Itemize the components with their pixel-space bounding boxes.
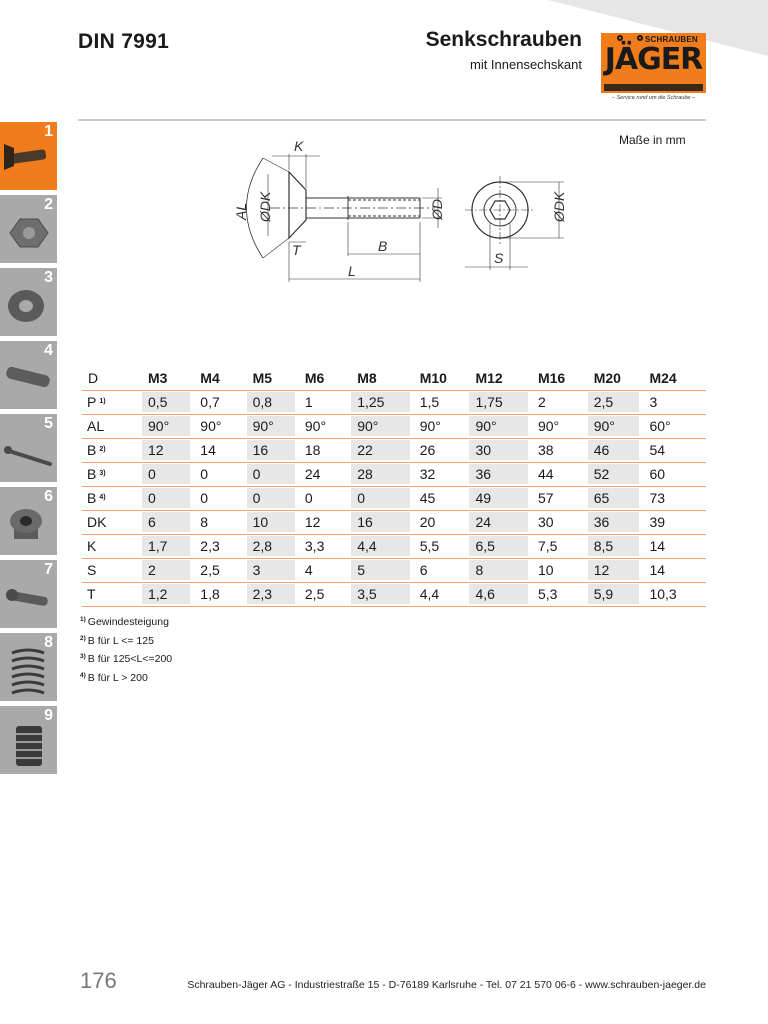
footnote-text: B für L <= 125 bbox=[87, 634, 154, 647]
cell-value: 2,3 bbox=[200, 538, 220, 554]
cell-value: 2,5 bbox=[304, 586, 325, 602]
table-cell bbox=[142, 390, 194, 414]
page-title: Senkschrauben bbox=[425, 28, 582, 51]
footnote bbox=[80, 668, 172, 687]
cell-value: 4,6 bbox=[469, 584, 528, 604]
table-cell bbox=[351, 390, 414, 414]
cell-value: 0 bbox=[351, 488, 410, 508]
row-label-cell bbox=[82, 582, 142, 606]
cell-value: 10,3 bbox=[649, 586, 677, 602]
page-number: 176 bbox=[80, 968, 117, 993]
tab-3[interactable] bbox=[0, 268, 57, 336]
table-cell bbox=[247, 414, 299, 438]
tab-8[interactable] bbox=[0, 633, 57, 701]
column-header: M5 bbox=[252, 369, 273, 386]
cell-value: 5 bbox=[351, 560, 410, 580]
cell-value: 90° bbox=[247, 416, 295, 436]
tab-number: 4 bbox=[44, 342, 53, 359]
cell-value: 4,4 bbox=[351, 536, 410, 556]
footnote-mark: 4) bbox=[80, 671, 86, 679]
column-header: M6 bbox=[304, 369, 325, 386]
units-note: Maße in mm bbox=[619, 133, 686, 147]
cell-value: 1,7 bbox=[142, 536, 190, 556]
table-row bbox=[82, 582, 706, 606]
cell-value: 44 bbox=[537, 466, 554, 482]
label-dk: ØDK bbox=[257, 191, 273, 222]
table-cell bbox=[299, 438, 351, 462]
cell-value: 2,3 bbox=[247, 584, 295, 604]
row-label-cell bbox=[82, 534, 142, 558]
row-label-cell bbox=[82, 438, 142, 462]
cell-value: 22 bbox=[351, 440, 410, 460]
cell-value: 12 bbox=[142, 440, 190, 460]
table-header-row bbox=[82, 366, 706, 390]
row-label-cell bbox=[82, 390, 142, 414]
table-cell bbox=[299, 462, 351, 486]
cell-value: 52 bbox=[588, 464, 640, 484]
brand-logo bbox=[601, 33, 706, 93]
tab-7[interactable] bbox=[0, 560, 57, 628]
cell-value: 90° bbox=[537, 418, 560, 434]
cell-value: 4,4 bbox=[419, 586, 440, 602]
cell-value: 5,9 bbox=[588, 584, 640, 604]
cell-value: 5,3 bbox=[537, 586, 558, 602]
footnote bbox=[80, 649, 172, 668]
cell-value: 6 bbox=[142, 512, 190, 532]
cell-value: 1,2 bbox=[142, 584, 190, 604]
tab-number: 2 bbox=[44, 196, 53, 213]
tab-2[interactable] bbox=[0, 195, 57, 263]
table-row bbox=[82, 510, 706, 534]
column-header: M8 bbox=[357, 369, 377, 386]
table-cell bbox=[247, 510, 299, 534]
table-cell bbox=[469, 558, 532, 582]
cell-value: 90° bbox=[304, 418, 327, 434]
column-header: M12 bbox=[475, 369, 503, 386]
row-label: B bbox=[87, 442, 97, 458]
cell-value: 8 bbox=[200, 514, 209, 530]
table-cell bbox=[414, 582, 470, 606]
table-cell bbox=[414, 390, 470, 414]
table-cell bbox=[299, 534, 351, 558]
cell-value: 90° bbox=[469, 416, 528, 436]
cell-value: 30 bbox=[469, 440, 528, 460]
table-cell bbox=[588, 582, 644, 606]
cell-value: 3 bbox=[247, 560, 295, 580]
cell-value: 14 bbox=[649, 538, 666, 554]
standard-number: DIN 7991 bbox=[78, 30, 170, 53]
table-cell bbox=[588, 558, 644, 582]
table-row bbox=[82, 534, 706, 558]
footnotes bbox=[80, 612, 172, 686]
cell-value: 3,3 bbox=[304, 538, 325, 554]
cell-value: 7,5 bbox=[537, 538, 558, 554]
cell-value: 6,5 bbox=[469, 536, 528, 556]
table-row bbox=[82, 486, 706, 510]
column-header: M16 bbox=[537, 369, 566, 386]
cell-value: 6 bbox=[419, 562, 428, 578]
footnote-mark: 1) bbox=[80, 616, 86, 623]
table-cell bbox=[194, 486, 246, 510]
tab-number: 8 bbox=[44, 634, 53, 651]
footer-address: Schrauben-Jäger AG - Industriestraße 15 - D-76189 Karlsruhe - Tel. 07 21 570 06-6 - www.schrauben-jaeger.de bbox=[187, 979, 706, 991]
table-cell bbox=[643, 486, 706, 510]
tab-number: 5 bbox=[44, 415, 53, 432]
table-cell bbox=[194, 462, 246, 486]
row-label: B bbox=[87, 490, 97, 506]
table-cell bbox=[299, 582, 351, 606]
table-cell bbox=[643, 390, 706, 414]
table-cell bbox=[142, 438, 194, 462]
table-cell bbox=[142, 414, 194, 438]
cell-value: 12 bbox=[588, 560, 640, 580]
table-cell bbox=[469, 462, 532, 486]
table-cell bbox=[142, 582, 194, 606]
column-header: M4 bbox=[200, 369, 220, 386]
table-cell bbox=[142, 462, 194, 486]
table-cell bbox=[194, 558, 246, 582]
table-row bbox=[82, 414, 706, 438]
cell-value: 26 bbox=[419, 442, 436, 458]
footnote-text: Gewindesteigung bbox=[87, 616, 169, 628]
cell-value: 16 bbox=[351, 512, 410, 532]
cell-value: 2 bbox=[142, 560, 190, 580]
table-cell bbox=[532, 390, 588, 414]
table-body bbox=[82, 390, 706, 606]
cell-value: 36 bbox=[469, 464, 528, 484]
table-row bbox=[82, 438, 706, 462]
header-divider bbox=[78, 119, 706, 121]
cell-value: 0 bbox=[142, 464, 190, 484]
tab-1[interactable] bbox=[0, 122, 57, 190]
table-cell bbox=[469, 486, 532, 510]
label-dk-end: ØDK bbox=[551, 191, 567, 222]
technical-drawing bbox=[210, 130, 590, 290]
cell-value: 32 bbox=[419, 466, 436, 482]
table-cell bbox=[643, 438, 706, 462]
cell-value: 8,5 bbox=[588, 536, 640, 556]
row-label-cell bbox=[82, 486, 142, 510]
table-cell bbox=[588, 486, 644, 510]
table-cell bbox=[351, 438, 414, 462]
table-cell bbox=[351, 534, 414, 558]
table-cell bbox=[351, 582, 414, 606]
table-cell bbox=[194, 534, 246, 558]
table-cell bbox=[643, 582, 706, 606]
table-cell bbox=[532, 414, 588, 438]
table-cell bbox=[643, 462, 706, 486]
table-cell bbox=[643, 510, 706, 534]
table-cell bbox=[247, 438, 299, 462]
table-cell bbox=[532, 486, 588, 510]
cell-value: 36 bbox=[588, 512, 640, 532]
table-cell bbox=[194, 582, 246, 606]
cell-value: 8 bbox=[469, 560, 528, 580]
cell-value: 0 bbox=[304, 490, 313, 506]
table-cell bbox=[643, 414, 706, 438]
row-label-cell bbox=[82, 510, 142, 534]
spec-table bbox=[82, 366, 706, 607]
cell-value: 1,25 bbox=[351, 392, 410, 412]
table-cell bbox=[142, 486, 194, 510]
footnote-text: B für L > 200 bbox=[87, 671, 148, 684]
table-cell bbox=[247, 486, 299, 510]
cell-value: 57 bbox=[537, 490, 554, 506]
cell-value: 2,8 bbox=[247, 536, 295, 556]
cell-value: 18 bbox=[304, 442, 321, 458]
table-cell bbox=[299, 510, 351, 534]
cell-value: 1,75 bbox=[469, 392, 528, 412]
logo-top-text: SCHRAUBEN bbox=[645, 35, 698, 44]
table-cell bbox=[588, 414, 644, 438]
cell-value: 16 bbox=[247, 440, 295, 460]
cell-value: 0 bbox=[142, 488, 190, 508]
table-cell bbox=[299, 558, 351, 582]
label-d: ØD bbox=[429, 199, 445, 220]
row-note: 4) bbox=[99, 494, 106, 501]
table-cell bbox=[194, 414, 246, 438]
table-cell bbox=[414, 534, 470, 558]
column-header: M20 bbox=[593, 369, 621, 386]
table-cell bbox=[469, 534, 532, 558]
label-al: AL bbox=[233, 202, 249, 220]
cell-value: 60 bbox=[649, 466, 666, 482]
row-label-cell bbox=[82, 558, 142, 582]
table-cell bbox=[351, 414, 414, 438]
table-cell bbox=[414, 486, 470, 510]
column-header: M10 bbox=[419, 369, 447, 386]
footnote-mark: 2) bbox=[80, 634, 86, 642]
table-cell bbox=[532, 462, 588, 486]
table-cell bbox=[414, 414, 470, 438]
table-cell bbox=[588, 534, 644, 558]
row-label-cell bbox=[82, 414, 142, 438]
table-cell bbox=[588, 510, 644, 534]
cell-value: 1 bbox=[304, 394, 313, 410]
table-cell bbox=[532, 558, 588, 582]
cell-value: 3 bbox=[649, 394, 658, 410]
table-cell bbox=[414, 510, 470, 534]
column-header: M24 bbox=[649, 369, 677, 386]
cell-value: 10 bbox=[537, 562, 554, 578]
cell-value: 60° bbox=[649, 418, 671, 434]
table-cell bbox=[469, 438, 532, 462]
row-label: DK bbox=[87, 514, 107, 530]
row-label: T bbox=[87, 586, 96, 602]
tab-6[interactable] bbox=[0, 487, 57, 555]
cell-value: 46 bbox=[588, 440, 640, 460]
table-cell bbox=[532, 534, 588, 558]
cell-value: 4 bbox=[304, 562, 313, 578]
tab-5[interactable] bbox=[0, 414, 57, 482]
cell-value: 2 bbox=[537, 394, 546, 410]
row-label-cell bbox=[82, 462, 142, 486]
cell-value: 1,8 bbox=[200, 586, 220, 602]
cell-value: 3,5 bbox=[351, 584, 410, 604]
table-cell bbox=[469, 390, 532, 414]
footnote-mark: 3) bbox=[80, 653, 86, 660]
row-header: D bbox=[88, 369, 99, 386]
table-cell bbox=[469, 414, 532, 438]
tab-9[interactable] bbox=[0, 706, 57, 774]
table-cell bbox=[142, 558, 194, 582]
table-cell bbox=[142, 534, 194, 558]
table-row bbox=[82, 558, 706, 582]
row-note: 2) bbox=[99, 446, 106, 453]
table-cell bbox=[643, 558, 706, 582]
cell-value: 12 bbox=[304, 514, 321, 530]
footnote bbox=[80, 631, 172, 650]
logo-slogan: – Service rund um die Schraube – bbox=[611, 95, 696, 101]
table-cell bbox=[469, 510, 532, 534]
cell-value: 14 bbox=[200, 442, 216, 458]
cell-value: 0 bbox=[200, 490, 209, 506]
table-cell bbox=[247, 558, 299, 582]
table-cell bbox=[351, 462, 414, 486]
cell-value: 0 bbox=[200, 466, 209, 482]
cell-value: 24 bbox=[469, 512, 528, 532]
row-note: 3) bbox=[99, 470, 106, 477]
table-cell bbox=[643, 534, 706, 558]
tab-number: 6 bbox=[44, 488, 53, 505]
cell-value: 0 bbox=[247, 488, 295, 508]
cell-value: 90° bbox=[351, 416, 410, 436]
cell-value: 28 bbox=[351, 464, 410, 484]
table-cell bbox=[142, 510, 194, 534]
table-cell bbox=[194, 510, 246, 534]
table-cell bbox=[588, 438, 644, 462]
cell-value: 73 bbox=[649, 490, 666, 506]
cell-value: 90° bbox=[200, 418, 222, 434]
table-row bbox=[82, 390, 706, 414]
cell-value: 0,8 bbox=[247, 392, 295, 412]
row-label: B bbox=[87, 466, 97, 482]
cell-value: 20 bbox=[419, 514, 436, 530]
cell-value: 24 bbox=[304, 466, 321, 482]
cell-value: 65 bbox=[588, 488, 640, 508]
table-cell bbox=[469, 582, 532, 606]
table-cell bbox=[532, 510, 588, 534]
page-subtitle: mit Innensechskant bbox=[469, 57, 582, 72]
tab-number: 9 bbox=[44, 707, 53, 724]
row-label: AL bbox=[87, 418, 105, 434]
table-cell bbox=[194, 438, 246, 462]
footnote-text: B für 125<L<=200 bbox=[87, 653, 173, 665]
table-cell bbox=[247, 582, 299, 606]
table-cell bbox=[299, 486, 351, 510]
cell-value: 30 bbox=[537, 514, 554, 530]
cell-value: 49 bbox=[469, 488, 528, 508]
logo-brand: JÄGER bbox=[604, 42, 703, 77]
label-s: S bbox=[494, 250, 504, 266]
label-k: K bbox=[294, 138, 304, 154]
column-header: M3 bbox=[148, 369, 168, 386]
table-cell bbox=[299, 390, 351, 414]
cell-value: 10 bbox=[247, 512, 295, 532]
row-label: K bbox=[87, 538, 97, 554]
cell-value: 2,5 bbox=[588, 392, 640, 412]
logo-band bbox=[604, 84, 703, 91]
table-cell bbox=[532, 438, 588, 462]
cell-value: 1,5 bbox=[419, 394, 440, 410]
table-cell bbox=[351, 510, 414, 534]
cell-value: 38 bbox=[537, 442, 554, 458]
row-note: 1) bbox=[99, 398, 106, 405]
footnote bbox=[80, 612, 172, 631]
cell-value: 2,5 bbox=[200, 562, 220, 578]
cell-value: 90° bbox=[419, 418, 441, 434]
label-b: B bbox=[378, 238, 388, 254]
table-cell bbox=[351, 486, 414, 510]
table-cell bbox=[247, 534, 299, 558]
table-cell bbox=[588, 390, 644, 414]
label-t: T bbox=[292, 242, 301, 258]
table-cell bbox=[351, 558, 414, 582]
table-cell bbox=[588, 462, 644, 486]
cell-value: 5,5 bbox=[419, 538, 440, 554]
table-cell bbox=[247, 462, 299, 486]
row-label: P bbox=[87, 394, 97, 410]
cell-value: 14 bbox=[649, 562, 666, 578]
tab-number: 3 bbox=[44, 269, 53, 286]
table-cell bbox=[414, 558, 470, 582]
cell-value: 0,7 bbox=[200, 394, 220, 410]
table-cell bbox=[414, 462, 470, 486]
label-l: L bbox=[348, 263, 356, 279]
row-label: S bbox=[87, 562, 97, 578]
table-cell bbox=[299, 414, 351, 438]
cell-value: 0,5 bbox=[142, 392, 190, 412]
tab-number: 1 bbox=[44, 123, 53, 140]
tab-number: 7 bbox=[44, 561, 53, 578]
table-cell bbox=[247, 390, 299, 414]
tab-4[interactable] bbox=[0, 341, 57, 409]
cell-value: 39 bbox=[649, 514, 666, 530]
table-row bbox=[82, 462, 706, 486]
table-cell bbox=[414, 438, 470, 462]
cell-value: 90° bbox=[142, 416, 190, 436]
cell-value: 90° bbox=[588, 416, 640, 436]
cell-value: 54 bbox=[649, 442, 666, 458]
cell-value: 0 bbox=[247, 464, 295, 484]
cell-value: 45 bbox=[419, 490, 436, 506]
table-cell bbox=[194, 390, 246, 414]
table-cell bbox=[532, 582, 588, 606]
